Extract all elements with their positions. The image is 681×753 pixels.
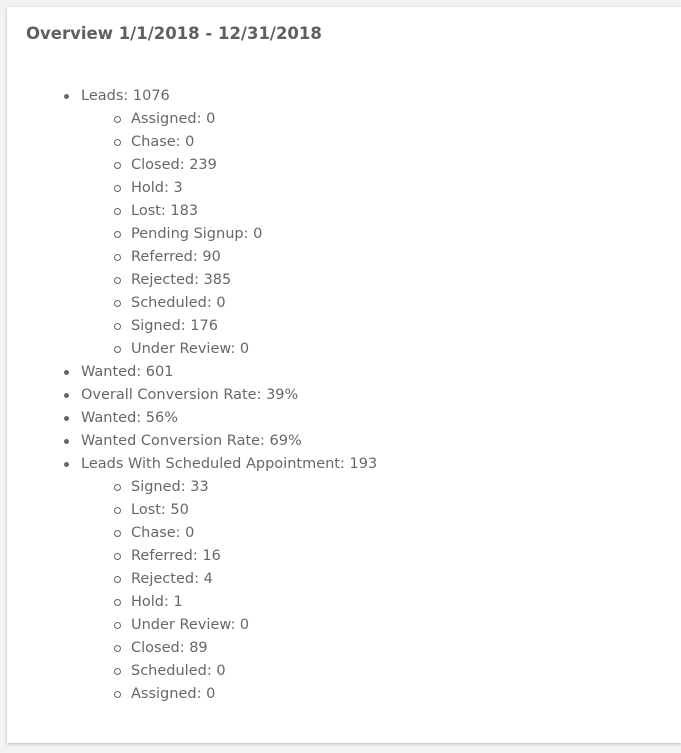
- leads-breakdown-item: Lost: 183: [131, 200, 377, 223]
- scheduled-breakdown-list: [81, 476, 377, 706]
- wanted-percent-item: Wanted: 56%: [81, 407, 377, 430]
- scheduled-breakdown-item: Lost: 50: [131, 499, 377, 522]
- leads-breakdown-item: Assigned: 0: [131, 108, 377, 131]
- leads-item: [81, 85, 377, 361]
- leads-breakdown-item: Scheduled: 0: [131, 292, 377, 315]
- scheduled-appointment-total: Leads With Scheduled Appointment: 193: [81, 456, 378, 472]
- scheduled-breakdown-item: Assigned: 0: [131, 683, 377, 706]
- scheduled-breakdown-item: Signed: 33: [131, 476, 377, 499]
- scheduled-breakdown-item: Closed: 89: [131, 637, 377, 660]
- wanted-conversion-rate-item: Wanted Conversion Rate: 69%: [81, 430, 377, 453]
- scheduled-breakdown-item: Scheduled: 0: [131, 660, 377, 683]
- leads-breakdown-item: Under Review: 0: [131, 338, 377, 361]
- leads-breakdown-list: [81, 108, 377, 361]
- scheduled-breakdown-item: Referred: 16: [131, 545, 377, 568]
- leads-breakdown-item: Hold: 3: [131, 177, 377, 200]
- leads-breakdown-item: Chase: 0: [131, 131, 377, 154]
- scheduled-breakdown-item: Chase: 0: [131, 522, 377, 545]
- leads-breakdown-item: Rejected: 385: [131, 269, 377, 292]
- leads-breakdown-item: Referred: 90: [131, 246, 377, 269]
- scheduled-breakdown-item: Hold: 1: [131, 591, 377, 614]
- scheduled-breakdown-item: Under Review: 0: [131, 614, 377, 637]
- leads-breakdown-item: Closed: 239: [131, 154, 377, 177]
- leads-breakdown-item: Signed: 176: [131, 315, 377, 338]
- overview-card: [7, 7, 681, 743]
- scheduled-appointment-item: [81, 453, 377, 706]
- overall-conversion-rate-item: Overall Conversion Rate: 39%: [81, 384, 377, 407]
- leads-breakdown-item: Pending Signup: 0: [131, 223, 377, 246]
- overview-stats-list: [7, 85, 377, 706]
- wanted-item: Wanted: 601: [81, 361, 377, 384]
- scheduled-breakdown-item: Rejected: 4: [131, 568, 377, 591]
- overview-title: Overview 1/1/2018 - 12/31/2018: [26, 24, 322, 43]
- leads-total: Leads: 1076: [81, 88, 170, 104]
